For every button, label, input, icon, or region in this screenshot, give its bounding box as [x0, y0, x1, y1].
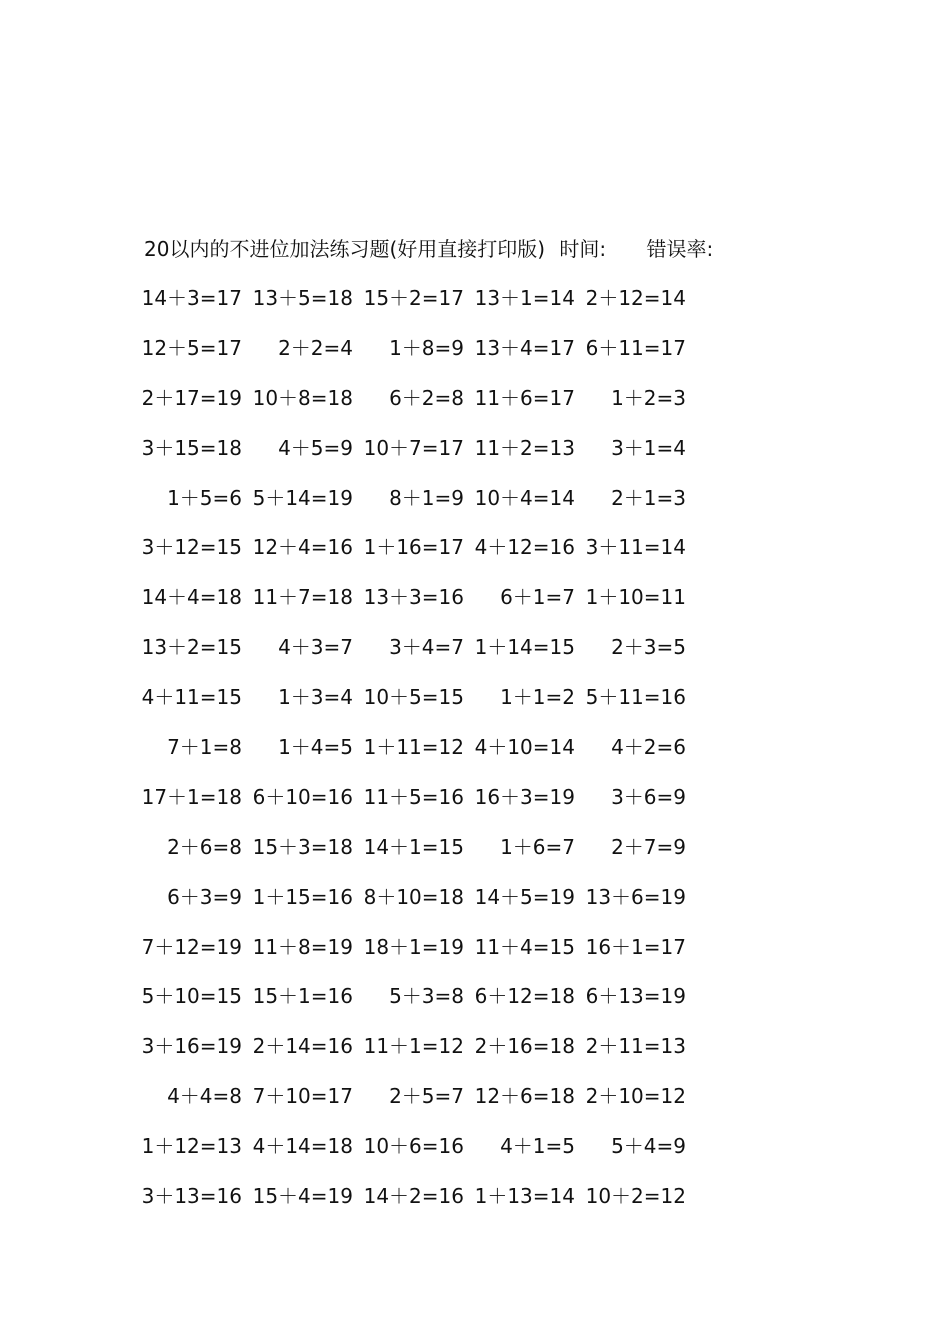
problem: 14＋3=17	[141, 286, 242, 310]
problem: 14＋1=15	[363, 834, 464, 859]
problem: 6＋3=9	[167, 884, 242, 909]
problem: 10＋4=14	[474, 485, 575, 510]
problem: 17＋1=18	[141, 784, 242, 809]
problem: 3＋6=9	[611, 784, 686, 809]
problem: 1＋10=11	[585, 585, 686, 610]
problem: 2＋6=8	[167, 834, 242, 859]
problem: 1＋5=6	[167, 485, 242, 510]
problem: 4＋5=9	[278, 435, 353, 460]
problem: 14＋5=19	[474, 884, 575, 909]
problem: 3＋16=19	[141, 1034, 242, 1059]
problem: 6＋10=16	[252, 784, 353, 809]
problem: 5＋3=8	[389, 984, 464, 1009]
time-label: 时间:	[559, 237, 607, 261]
problem: 1＋1=2	[500, 685, 575, 710]
problem: 3＋4=7	[389, 635, 464, 660]
problem: 11＋5=16	[363, 784, 464, 809]
problem: 1＋3=4	[278, 685, 353, 710]
problem: 1＋4=5	[278, 735, 353, 760]
problem: 8＋10=18	[363, 884, 464, 909]
problem: 12＋5=17	[141, 335, 242, 360]
problem: 6＋1=7	[500, 585, 575, 610]
problem: 1＋8=9	[389, 335, 464, 360]
problem: 11＋8=19	[252, 934, 353, 959]
problem: 5＋4=9	[611, 1134, 686, 1159]
problem: 4＋3=7	[278, 635, 353, 660]
problem: 13＋4=17	[474, 335, 575, 360]
problem: 10＋5=15	[363, 685, 464, 710]
problem: 16＋1=17	[585, 934, 686, 959]
problem: 4＋4=8	[167, 1084, 242, 1109]
problem: 10＋8=18	[252, 385, 353, 410]
problem: 5＋14=19	[252, 485, 353, 510]
problem: 11＋2=13	[474, 435, 575, 460]
problem: 2＋14=16	[252, 1034, 353, 1059]
problem: 6＋12=18	[474, 984, 575, 1009]
problem: 4＋12=16	[474, 535, 575, 560]
problem: 6＋11=17	[585, 335, 686, 360]
problem: 7＋12=19	[141, 934, 242, 959]
problem: 14＋2=16	[363, 1184, 464, 1209]
problem: 13＋2=15	[141, 635, 242, 660]
problem: 16＋3=19	[474, 784, 575, 809]
problem: 15＋1=16	[252, 984, 353, 1009]
problem: 3＋1=4	[611, 435, 686, 460]
problem: 4＋14=18	[252, 1134, 353, 1159]
problem: 18＋1=19	[363, 934, 464, 959]
problem: 2＋2=4	[278, 335, 353, 360]
problem: 1＋2=3	[611, 385, 686, 410]
problem: 2＋5=7	[389, 1084, 464, 1109]
problem: 2＋7=9	[611, 834, 686, 859]
problem: 1＋14=15	[474, 635, 575, 660]
problem: 8＋1=9	[389, 485, 464, 510]
problem: 3＋11=14	[585, 535, 686, 560]
problem: 13＋1=14	[474, 286, 575, 310]
problem: 7＋10=17	[252, 1084, 353, 1109]
problem: 11＋7=18	[252, 585, 353, 610]
problem: 7＋1=8	[167, 735, 242, 760]
problem: 15＋3=18	[252, 834, 353, 859]
problem: 11＋4=15	[474, 934, 575, 959]
problem: 4＋2=6	[611, 735, 686, 760]
problem: 2＋10=12	[585, 1084, 686, 1109]
problem: 13＋6=19	[585, 884, 686, 909]
problem: 4＋1=5	[500, 1134, 575, 1159]
problem: 10＋2=12	[585, 1184, 686, 1209]
problem: 11＋6=17	[474, 385, 575, 410]
problem: 2＋17=19	[141, 385, 242, 410]
problem: 5＋11=16	[585, 685, 686, 710]
problem: 2＋1=3	[611, 485, 686, 510]
problem: 3＋12=15	[141, 535, 242, 560]
problem: 6＋13=19	[585, 984, 686, 1009]
problem: 15＋4=19	[252, 1184, 353, 1209]
problem: 1＋12=13	[141, 1134, 242, 1159]
error-rate-label: 错误率:	[646, 237, 714, 261]
problem: 2＋16=18	[474, 1034, 575, 1059]
problem: 4＋11=15	[141, 685, 242, 710]
problem: 15＋2=17	[363, 286, 464, 310]
problem: 2＋11=13	[585, 1034, 686, 1059]
problem: 2＋12=14	[585, 286, 686, 310]
problem: 12＋6=18	[474, 1084, 575, 1109]
problem: 1＋16=17	[363, 535, 464, 560]
problem: 3＋13=16	[141, 1184, 242, 1209]
problem: 1＋15=16	[252, 884, 353, 909]
problem: 10＋6=16	[363, 1134, 464, 1159]
problem: 6＋2=8	[389, 385, 464, 410]
problem: 13＋3=16	[363, 585, 464, 610]
problem: 1＋11=12	[363, 735, 464, 760]
problem: 4＋10=14	[474, 735, 575, 760]
problem: 1＋6=7	[500, 834, 575, 859]
header-line	[144, 236, 713, 262]
problem: 10＋7=17	[363, 435, 464, 460]
problem: 11＋1=12	[363, 1034, 464, 1059]
problem: 2＋3=5	[611, 635, 686, 660]
problem: 12＋4=16	[252, 535, 353, 560]
worksheet-title: 20以内的不进位加法练习题(好用直接打印版)	[144, 237, 546, 261]
problem: 1＋13=14	[474, 1184, 575, 1209]
problem: 13＋5=18	[252, 286, 353, 310]
problem: 5＋10=15	[141, 984, 242, 1009]
problem: 3＋15=18	[141, 435, 242, 460]
problem: 14＋4=18	[141, 585, 242, 610]
